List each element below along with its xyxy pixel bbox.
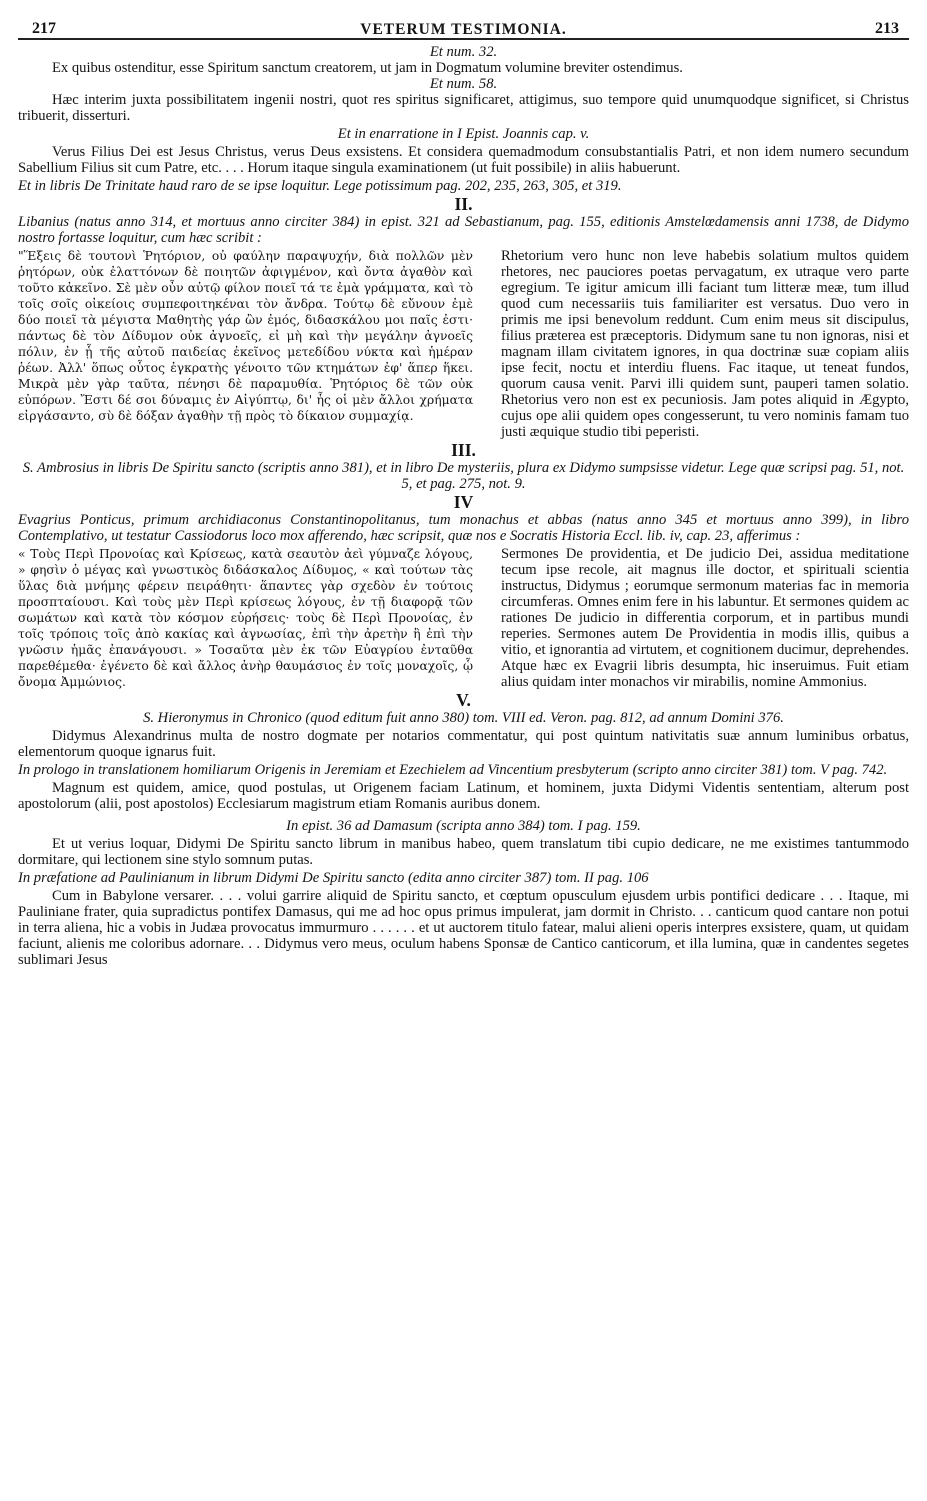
hieronymus-chronicle-text: Didymus Alexandrinus multa de nostro dogmate per notarios commentatur, qui post quintum nativitatis suæ annum luminibus orbatus, elementorum quoque ignarus fuit.	[18, 728, 909, 760]
section-number-v: V.	[456, 690, 471, 710]
running-title: VETERUM TESTIMONIA.	[360, 21, 567, 38]
page-number-left: 217	[32, 20, 56, 37]
subheading-num-58: Et num. 58.	[429, 76, 498, 92]
ambrosius-note: S. Ambrosius in libris De Spiritu sancto (scriptis anno 381), et in libro De mysteriis, plura ex Didymo sumpsisse videtur. Lege quæ scripsi pag. 51, not. 5, et pag. 275, not. 9.	[22, 460, 905, 492]
section-number-iii: III.	[451, 440, 476, 460]
page-number-right: 213	[875, 20, 899, 37]
prologue-heading: In prologo in translationem homiliarum Origenis in Jeremiam et Ezechielem ad Vincentium presbyterum (scripto anno circiter 381) tom. V pag. 742.	[18, 762, 888, 778]
praefatio-text: Cum in Babylone versarer. . . . volui garrire aliquid de Spiritu sancto, et cœptum opusculum ejusdem urbis pontifici dedicare . . . Itaque, mi Pauliniane frater, quia supradictus pontifex Damasus, qui me ad hoc opus primus impulerat, jam dormit in Christo. . . canticum quod cantare non potui in terra aliena, hic a vobis in Judæa provocatus immurmuro . . . . . . et ut auctorem titulo fatear, malui alieni operis interpres exsistere, quam, ut quidam faciunt, alienis me coloribus adornare. . . Didymus vero meus, oculum habens Sponsæ de Cantico canticorum, et illa lumina, quæ in candentes segetes sublimari Jesus	[18, 888, 909, 968]
evagrius-columns	[18, 546, 909, 690]
libanius-greek-text: "Ἕξεις δὲ τουτονὶ Ῥητόριον, οὐ φαύλην παραψυχήν, διὰ πολλῶν μὲν ῥητόρων, οὐκ ἐλαττόνων δὲ ποιητῶν ἀφιγμένον, καὶ ὄντα ἀγαθὸν καὶ τοῦτο κἀκεῖνο. Σὲ μὲν οὖν αὐτῷ φίλον ποιεῖ τά τε ἐμὰ γράμματα, καὶ τὸ τοῖς σοῖς οἰκείοις συμπεφοιτηκέναι τὸν ἄνδρα. Τούτῳ δὲ εὔνουν ἐμὲ δύο ποιεῖ τὰ μέγιστα Μαθητὴς γάρ ὢν ἐμός, διδασκάλου μοι παῖς ἐστι· πάντως δὲ τὸν Δίδυμον οὐκ ἀγνοεῖς, εἰ μὴ καὶ τὴν μεγάλην ἀγνοεῖς πόλιν, ἐν ᾗ τῆς αὐτοῦ παιδείας ἐκεῖνος μετεδίδου νύκτα καὶ ἡμέραν ῥέων. Ἀλλ' ὅπως οὗτος ἐγκρατὴς γένοιτο τῶν κτημάτων ἐφ' ἅπερ ἥκει. Μικρὰ μὲν γὰρ ταῦτα, πένησι δὲ παραμυθία. Ῥητόριος δὲ τῶν οὐκ εὐπόρων. Ἔστι δέ σοι δύναμις ἐν Αἰγύπτῳ, δι' ἧς οἱ μὲν ἄλλοι χρήματα εἰργάσαντο, σὺ δὲ δόξαν ἀγαθὴν τῇ πρὸς τὸ δίκαιον συμμαχίᾳ.	[18, 249, 473, 423]
paragraph-enarratione: Verus Filius Dei est Jesus Christus, verus Deus exsistens. Et considera quemadmodum consubstantialis Patri, et non idem numero secundum Sabellium Filius sit cum Patre, etc. . . . Horum itaque singula examinationem (ut fuit possibile) in aliis habuerunt.	[18, 144, 909, 176]
evagrius-latin-text: Sermones De providentia, et De judicio Dei, assidua meditatione tecum ipse recole, ait magnus ille doctor, et spirituali scientia instructus, Didymus ; eorumque sermonum materias fac in memoria circumferas. Omnes enim fere in his labuntur. Et sermones quidem ac rationes De judicio in differentia corporum, et in partibus mundi reperies. Sermones autem De Providentia in modis illis, quibus a vitio, et ignorantia ad virtutem, et cognitionem ducimur, deprehendes. Atque hæc ex Evagrii libris desumpta, hic inseruimus. Fuit etiam alius quidam inter monachos vir mirabilis, nomine Ammonius.	[501, 546, 909, 690]
epistle-text: Et ut verius loquar, Didymi De Spiritu sancto librum in manibus habeo, quem translatum tibi cupio dedicare, ne me existimes tantummodo dormitare, qui lectionem sine stylo somnum putas.	[18, 836, 909, 868]
section-number-iv: IV	[453, 492, 474, 512]
paragraph-trinitate: Et in libris De Trinitate haud raro de se ipse loquitur. Lege potissimum pag. 202, 235, 263, 305, et 319.	[18, 178, 622, 194]
prologue-text: Magnum est quidem, amice, quod postulas, ut Origenem faciam Latinum, et hominem, juxta Didymi Videntis sententiam, alterum post apostolorum (alii, post apostolos) Ecclesiarum magistrum etiam Romanis auribus donem.	[18, 780, 909, 812]
subheading-num-32: Et num. 32.	[429, 44, 498, 60]
libanius-columns	[18, 248, 909, 440]
libanius-latin-text: Rhetorium vero hunc non leve habebis solatium multos quidem rhetores, nec pauciores poetas pervagatum, ex utraque vero parte egregium. Te igitur amicum illi faciant tum litteræ meæ, tum illud quod cum necessariis tuis familiariter est versatus. Duo vero in primis me ipsi benevolum reddunt. Cum enim meus sit discipulus, filius præterea est præceptoris. Didymum sane tu non ignoras, nisi et magnam illam civitatem ignores, in qua doctrinæ suæ copiam aliis ipse fecit, noctu et interdiu fluens. Fac itaque, ut teneat fundos, quorum causa venit. Parvi illi quidem sunt, pauperi tamen solatio. Rhetorius vero non est ex pecuniosis. Jam potes aliquid in Ægypto, cujus ope alii quidem opes congesserunt, tu vero nominis famam tuo justi æquique studio tibi peperisti.	[501, 248, 909, 440]
running-header	[18, 12, 909, 40]
libanius-intro: Libanius (natus anno 314, et mortuus anno circiter 384) in epist. 321 ad Sebastianum, pag. 155, editionis Amstelœdamensis anni 1738, de Didymo nostro fortasse loquitur, cum hæc scribit :	[18, 214, 909, 246]
paragraph-num-32: Ex quibus ostenditur, esse Spiritum sanctum creatorem, ut jam in Dogmatum volumine breviter ostendimus.	[52, 60, 683, 76]
subheading-enarratione: Et in enarratione in I Epist. Joannis cap. v.	[337, 126, 590, 142]
praefatio-heading: In præfatione ad Paulinianum in librum Didymi De Spiritu sancto (edita anno circiter 387) tom. II pag. 106	[18, 870, 649, 886]
evagrius-greek-text: « Τοὺς Περὶ Προνοίας καὶ Κρίσεως, κατὰ σεαυτὸν ἀεὶ γύμναζε λόγους, » φησὶν ὁ μέγας καὶ γνωστικὸς διδάσκαλος Δίδυμος, « καὶ τούτων τὰς ὕλας διὰ μνήμης φέρειν πειράθητι· ἅπαντες γὰρ σχεδὸν ἐν τούτοις προσπταίουσι. Καὶ τοὺς μὲν Περὶ κρίσεως λόγους, ἐν τῇ διαφορᾷ τῶν σωμάτων καὶ κατὰ τὸν κόσμον εὑρήσεις· τοὺς δὲ Περὶ Προνοίας, ἐν τοῖς τρόποις τοῖς ἀπὸ κακίας καὶ ἀγνωσίας, ἐπὶ τὴν ἀρετὴν ἢ ἐπὶ τὴν γνῶσιν ἡμᾶς ἐπανάγουσι. » Τοσαῦτα μὲν ἐκ τῶν Εὐαγρίου ἐνταῦθα παρεθέμεθα· ἐγένετο δὲ καὶ ἄλλος ἀνὴρ θαυμάσιος ἐν τοῖς μοναχοῖς, ᾧ ὄνομα Ἀμμώνιος.	[18, 547, 473, 689]
epistle-heading: In epist. 36 ad Damasum (scripta anno 384) tom. I pag. 159.	[286, 818, 641, 834]
hieronymus-chronicle-heading: S. Hieronymus in Chronico (quod editum fuit anno 380) tom. VIII ed. Veron. pag. 812, ad annum Domini 376.	[143, 710, 784, 726]
evagrius-intro: Evagrius Ponticus, primum archidiaconus Constantinopolitanus, tum monachus et abbas (natus anno 345 et mortuus anno 399), in libro Contemplativo, ut testatur Cassiodorus loco mox afferendo, hæc scripsit, quæ nos e Socratis Historia Eccl. lib. iv, cap. 23, afferimus :	[18, 512, 909, 544]
paragraph-num-58: Hæc interim juxta possibilitatem ingenii nostri, quot res spiritus significaret, attigimus, suo tempore quid unumquodque significet, si Christus tribuerit, disserturi.	[18, 92, 909, 124]
section-number-ii: II.	[454, 194, 473, 214]
page	[18, 12, 909, 968]
